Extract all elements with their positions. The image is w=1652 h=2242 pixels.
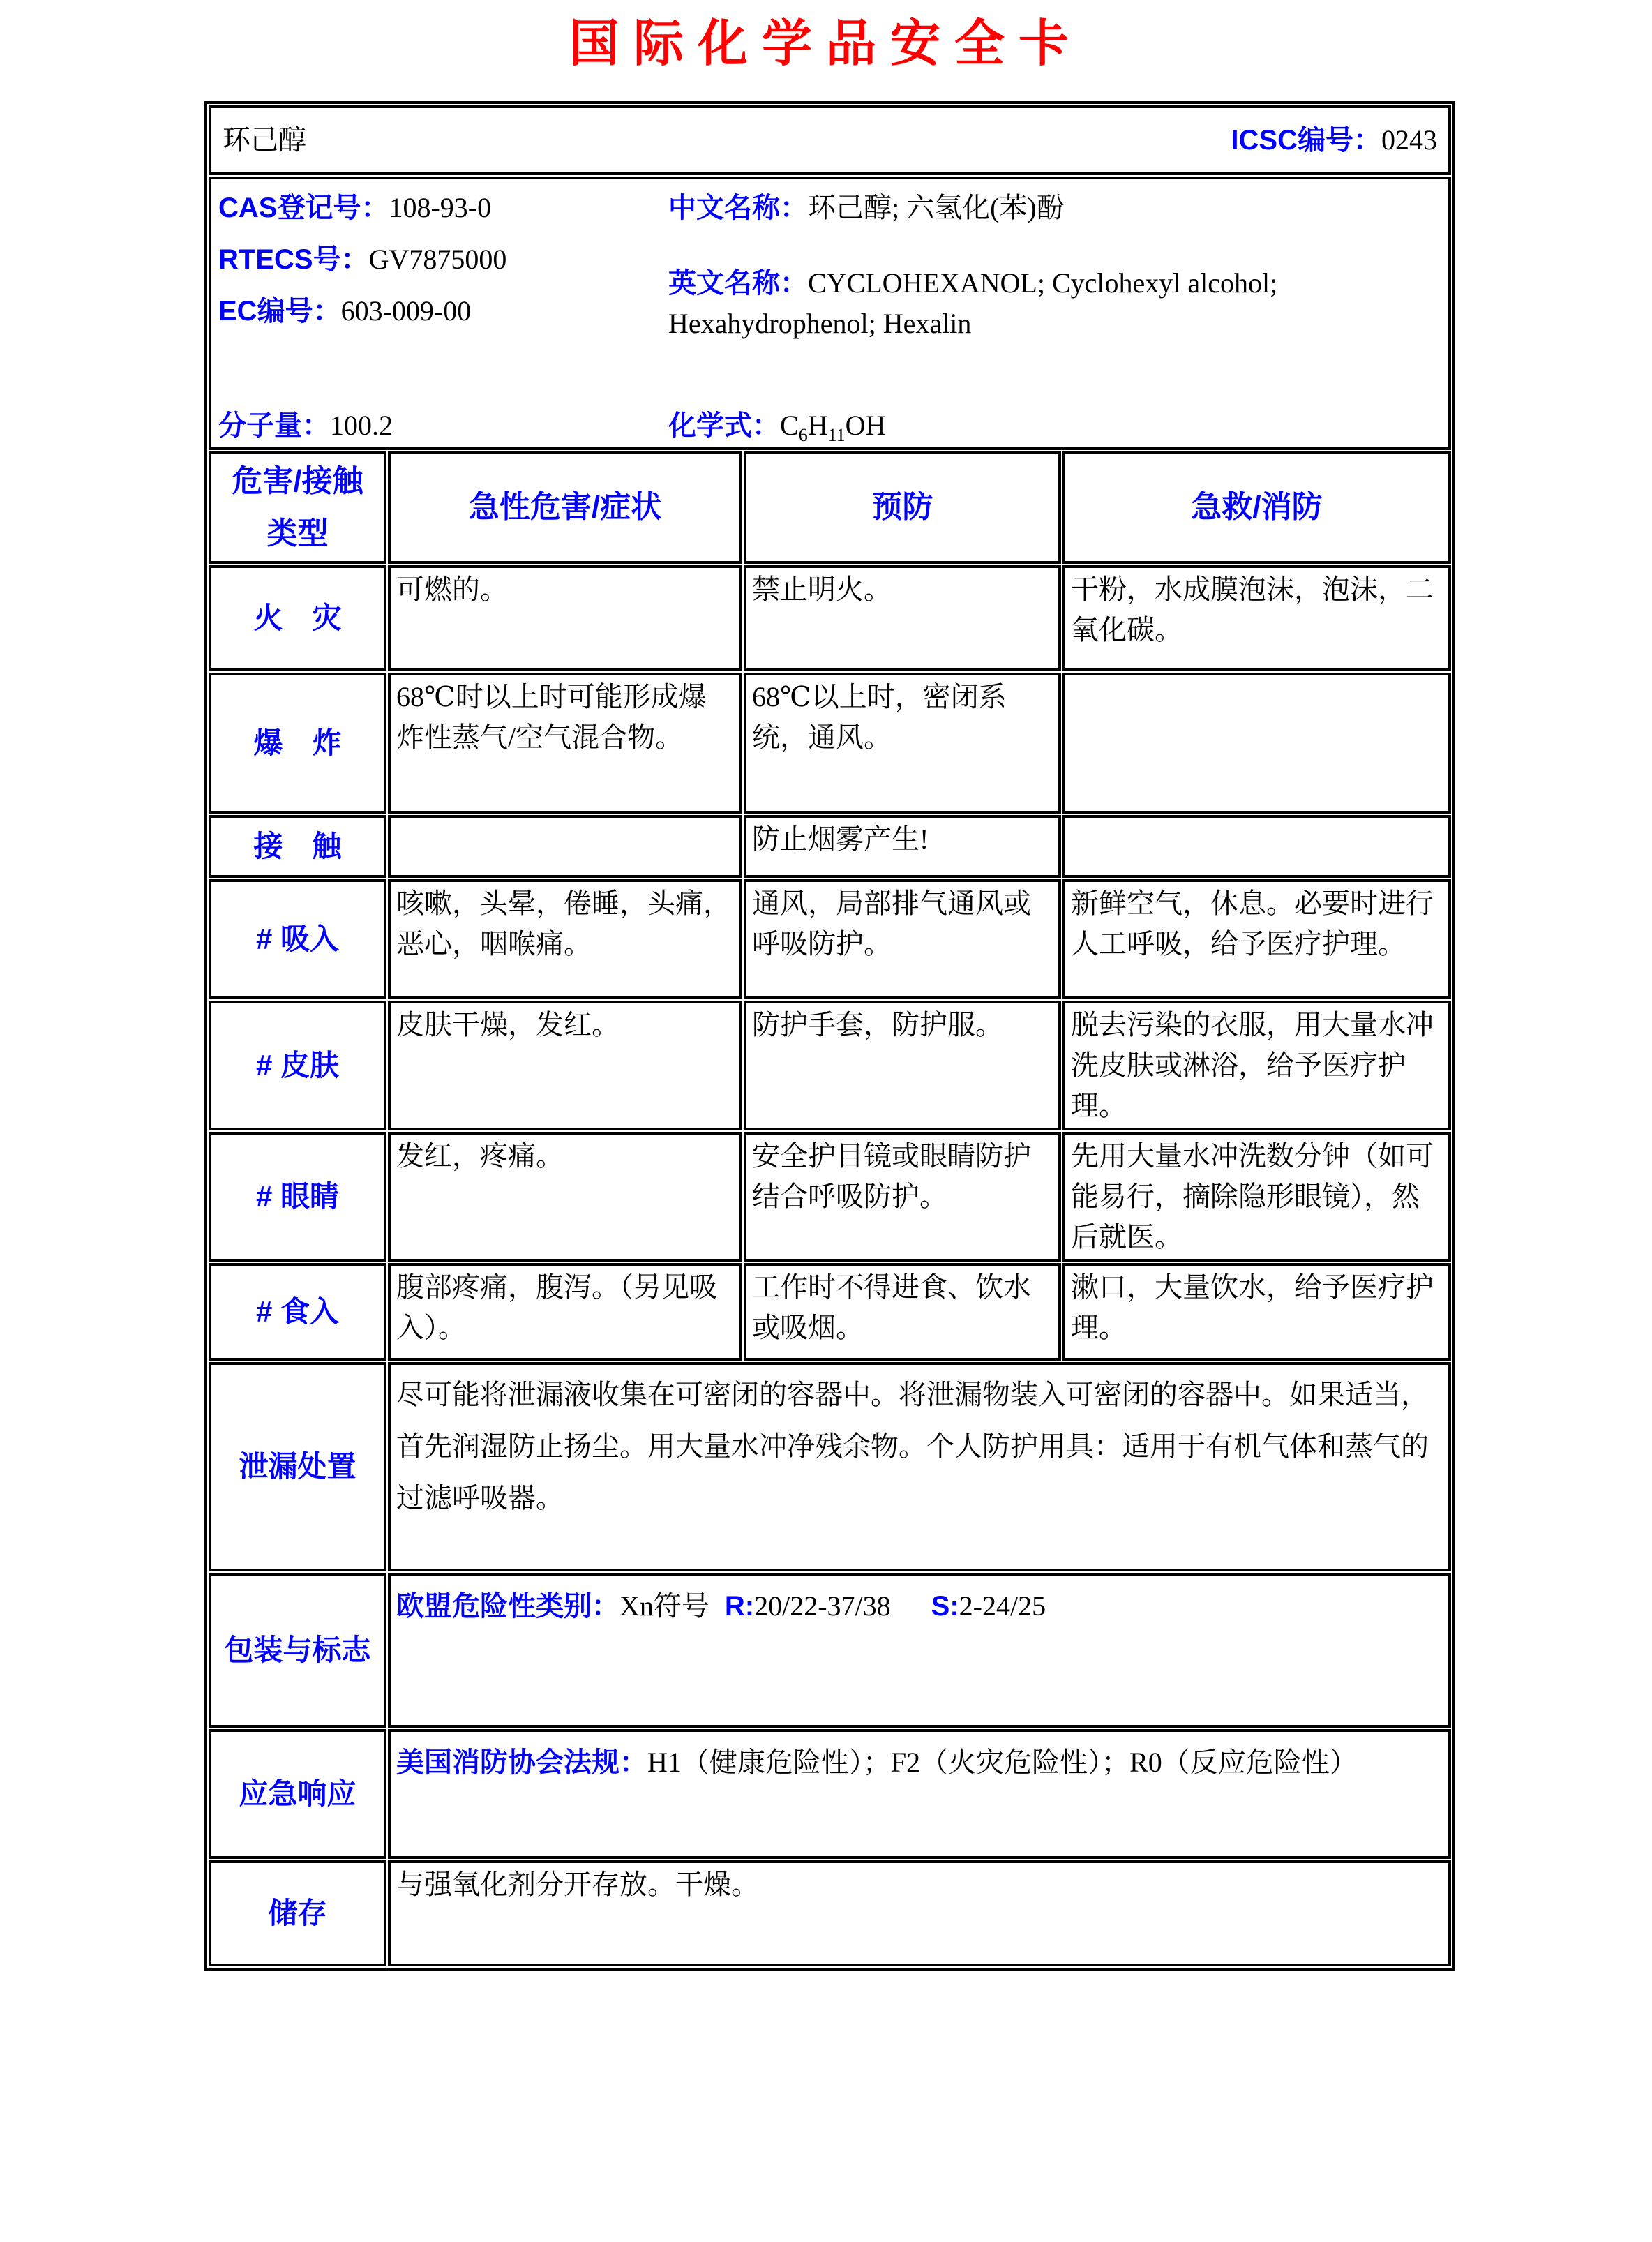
s-phrases-value: 2-24/25 [959, 1590, 1046, 1622]
table-row-inhalation [209, 879, 1451, 999]
eyes-firstaid: 先用大量水冲洗数分钟（如可能易行，摘除隐形眼镜），然后就医。 [1062, 1132, 1451, 1262]
icsc-number [1231, 120, 1437, 160]
molecular-weight-label: 分子量： [218, 410, 330, 442]
english-names-value: CYCLOHEXANOL; Cyclohexyl alcohol; Hexahydrophenol; Hexalin [668, 267, 1278, 339]
identifiers-row [209, 177, 1451, 450]
english-names [668, 263, 1408, 344]
eyes-symptoms: 发红，疼痛。 [388, 1132, 742, 1262]
formula-oh: OH [845, 410, 886, 442]
table-row-exposure [209, 815, 1451, 878]
formula-sub-6: 6 [798, 425, 808, 446]
molecular-weight [218, 405, 668, 449]
ingestion-symptoms: 腹部疼痛，腹泻。（另见吸入）。 [388, 1263, 742, 1361]
row-label-storage: 储存 [209, 1860, 386, 1966]
table-row-ingestion [209, 1263, 1451, 1361]
formula-sub-11: 11 [827, 425, 846, 446]
cas-value: 108-93-0 [389, 191, 492, 223]
row-label-exposure: 接 触 [209, 815, 386, 878]
row-label-packaging: 包装与标志 [209, 1573, 386, 1728]
icsc-card [204, 101, 1455, 1971]
cas-label: CAS登记号： [218, 192, 389, 223]
chinese-names [668, 188, 1408, 228]
cas-number [218, 188, 668, 228]
english-names-label: 英文名称： [668, 267, 808, 299]
eyes-prevention: 安全护目镜或眼睛防护结合呼吸防护。 [744, 1132, 1061, 1262]
table-row-spill [209, 1362, 1451, 1571]
explosion-prevention: 68℃以上时，密闭系统，通风。 [744, 673, 1061, 814]
emergency-text [388, 1729, 1451, 1859]
row-label-skin: # 皮肤 [209, 1001, 386, 1130]
ec-label: EC编号： [218, 295, 341, 327]
ingestion-firstaid: 漱口，大量饮水，给予医疗护理。 [1062, 1263, 1451, 1361]
rtecs-value: GV7875000 [368, 243, 507, 275]
inhalation-prevention: 通风，局部排气通风或呼吸防护。 [744, 879, 1061, 999]
r-phrases-value: 20/22-37/38 [754, 1590, 891, 1622]
identifiers-cell [209, 177, 1451, 450]
header-firstaid: 急救/消防 [1062, 451, 1451, 565]
table-row-packaging [209, 1573, 1451, 1728]
eu-hazard-class-label: 欧盟危险性类别： [396, 1591, 620, 1622]
row-label-emergency: 应急响应 [209, 1729, 386, 1859]
s-phrases-label: S: [931, 1591, 959, 1622]
inhalation-symptoms: 咳嗽，头晕，倦睡，头痛，恶心，咽喉痛。 [388, 879, 742, 999]
molecular-weight-value: 100.2 [330, 410, 393, 442]
explosion-firstaid [1062, 673, 1451, 814]
explosion-symptoms: 68℃时以上时可能形成爆炸性蒸气/空气混合物。 [388, 673, 742, 814]
row-label-ingestion: # 食入 [209, 1263, 386, 1361]
nfpa-value: H1（健康危险性）；F2（火灾危险性）；R0（反应危险性） [647, 1747, 1358, 1779]
nfpa-label: 美国消防协会法规： [396, 1747, 647, 1779]
ec-value: 603-009-00 [340, 294, 472, 327]
storage-text: 与强氧化剂分开存放。干燥。 [388, 1860, 1451, 1966]
chemical-name: 环己醇 [223, 124, 306, 156]
inhalation-firstaid: 新鲜空气，休息。必要时进行人工呼吸，给予医疗护理。 [1062, 879, 1451, 999]
packaging-text [388, 1573, 1451, 1728]
row-label-eyes: # 眼睛 [209, 1132, 386, 1262]
table-row-skin [209, 1001, 1451, 1130]
ingestion-prevention: 工作时不得进食、饮水或吸烟。 [744, 1263, 1061, 1361]
chinese-names-value: 环己醇; 六氢化(苯)酚 [808, 191, 1065, 223]
header-prevention: 预防 [744, 451, 1061, 565]
table-row-eyes [209, 1132, 1451, 1262]
row-label-spill: 泄漏处置 [209, 1362, 386, 1571]
r-phrases-label: R: [724, 1591, 755, 1622]
chemical-names [668, 184, 1408, 398]
card-header-cell [209, 105, 1451, 175]
formula-c: C [780, 410, 799, 442]
skin-prevention: 防护手套，防护服。 [744, 1001, 1061, 1130]
icsc-card-table [204, 101, 1455, 1971]
fire-firstaid: 干粉，水成膜泡沫，泡沫，二氧化碳。 [1062, 565, 1451, 671]
registry-numbers [218, 184, 668, 398]
row-label-inhalation: # 吸入 [209, 879, 386, 999]
exposure-firstaid [1062, 815, 1451, 878]
table-row-storage [209, 1860, 1451, 1966]
eu-hazard-symbol: Xn符号 [620, 1590, 709, 1622]
formula-h: H [807, 410, 828, 442]
table-row-fire [209, 565, 1451, 671]
header-hazard-type: 危害/接触 类型 [209, 451, 386, 565]
icsc-number-label: ICSC编号： [1231, 124, 1381, 156]
ec-number [218, 291, 668, 331]
hazard-header-row [209, 451, 1451, 565]
skin-firstaid: 脱去污染的衣服，用大量水冲洗皮肤或淋浴，给予医疗护理。 [1062, 1001, 1451, 1130]
table-row-explosion [209, 673, 1451, 814]
chemical-formula [668, 405, 1443, 449]
header-symptoms: 急性危害/症状 [388, 451, 742, 565]
row-label-fire: 火 灾 [209, 565, 386, 671]
exposure-symptoms [388, 815, 742, 878]
card-header-row [209, 105, 1451, 175]
chemical-formula-label: 化学式： [668, 410, 780, 442]
rtecs-label: RTECS号： [218, 244, 369, 275]
page-title: 国际化学品安全卡 [569, 16, 1083, 72]
fire-prevention: 禁止明火。 [744, 565, 1061, 671]
chinese-names-label: 中文名称： [668, 192, 808, 223]
rtecs-number [218, 239, 668, 280]
exposure-prevention: 防止烟雾产生! [744, 815, 1061, 878]
icsc-number-value: 0243 [1381, 124, 1437, 156]
table-row-emergency [209, 1729, 1451, 1859]
skin-symptoms: 皮肤干燥，发红。 [388, 1001, 742, 1130]
fire-symptoms: 可燃的。 [388, 565, 742, 671]
row-label-explosion: 爆 炸 [209, 673, 386, 814]
spill-text: 尽可能将泄漏液收集在可密闭的容器中。将泄漏物装入可密闭的容器中。如果适当，首先润湿防止扬尘。用大量水冲净残余物。个人防护用具：适用于有机气体和蒸气的过滤呼吸器。 [388, 1362, 1451, 1571]
